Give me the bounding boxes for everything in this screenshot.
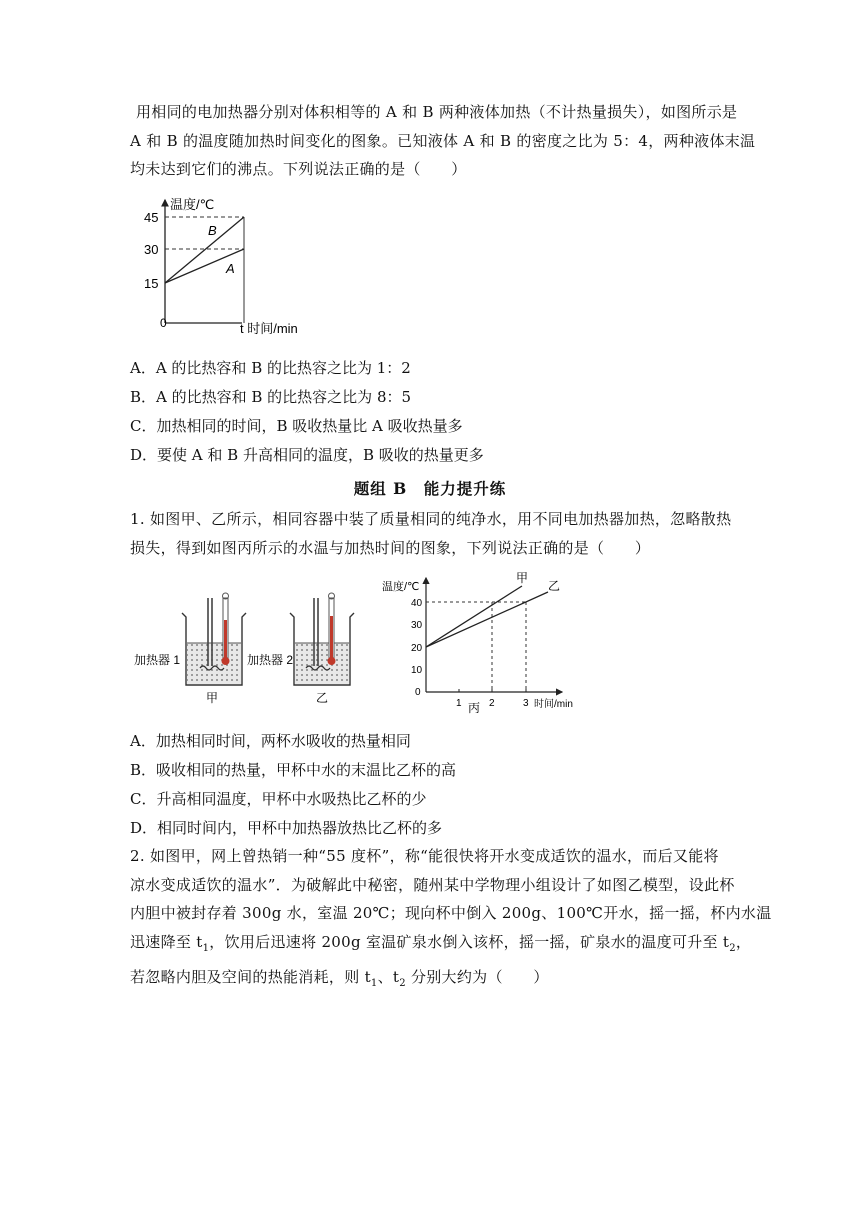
line-yi-label: 乙 [548, 579, 561, 593]
q2-line-4-c: ， [735, 932, 752, 951]
line-a-label: A [226, 261, 235, 276]
q2-line-5-t2-sub: 2 [399, 978, 406, 989]
intro-option-c: C．加热相同的时间，B 吸收热量比 A 吸收热量多 [130, 417, 463, 435]
q2-line-4-a: 迅速降至 t [130, 932, 203, 951]
bing-y-tick-10: 10 [411, 665, 423, 676]
question-1-text [130, 505, 735, 562]
q2-line-5-t1-sub: 1 [370, 978, 378, 989]
q1-option-a: A．加热相同时间，两杯水吸收的热量相同 [130, 732, 411, 750]
q1-line-2: 损失，得到如图丙所示的水温与加热时间的图象，下列说法正确的是（ ） [130, 538, 651, 557]
origin-label: 0 [160, 316, 167, 330]
bing-y-tick-0: 0 [415, 687, 421, 698]
beaker-jia [182, 593, 246, 685]
q2-line-3: 内胆中被封存着 300g 水，室温 20℃；现向杯中倒入 200g、100℃开水，摇一摇，杯内水温 [130, 904, 772, 922]
q2-line-1: 2. 如图甲，网上曾热销一种“55 度杯”，称“能很快将开水变成适饮的温水，而后又能将 [130, 847, 719, 865]
line-jia [426, 586, 522, 647]
q1-line-1: 1. 如图甲、乙所示，相同容器中装了质量相同的纯净水，用不同电加热器加热，忽略散热 [130, 510, 732, 528]
x-axis-label: t 时间/min [240, 321, 298, 336]
q2-line-5-c: 分别大约为（ ） [405, 968, 549, 986]
q2-line-5-b: 、t [377, 968, 400, 986]
y-tick-45: 45 [144, 210, 159, 225]
q2-line-4-b: ，饮用后迅速将 200g 室温矿泉水倒入该杯，摇一摇，矿泉水的温度可升至 t [209, 932, 730, 951]
cup-yi-caption: 乙 [316, 691, 329, 705]
bing-y-tick-30: 30 [411, 620, 423, 631]
beaker-yi [290, 593, 354, 685]
q2-t2-sub: 2 [729, 942, 736, 954]
y-axis-label: 温度/℃ [170, 197, 215, 212]
intro-option-a: A．A 的比热容和 B 的比热容之比为 1：2 [130, 359, 411, 377]
q1-option-b: B．吸收相同的热量，甲杯中水的末温比乙杯的高 [130, 761, 457, 779]
q2-line-5-a: 若忽略内胆及空间的热能消耗，则 t [130, 968, 371, 986]
cup-jia-caption: 甲 [206, 691, 219, 705]
graph-bing [426, 578, 562, 692]
intro-line-2: A 和 B 的温度随加热时间变化的图象。已知液体 A 和 B 的密度之比为 5：4，两种液体末温 [130, 131, 756, 150]
line-yi [426, 592, 548, 647]
question-2-text [130, 842, 772, 999]
q1-option-d: D．相同时间内，甲杯中加热器放热比乙杯的多 [130, 819, 443, 837]
bing-x-tick-3: 3 [523, 698, 529, 709]
q1-option-c: C．升高相同温度，甲杯中水吸热比乙杯的少 [130, 790, 427, 808]
y-tick-15: 15 [144, 276, 159, 291]
q2-line-5 [130, 963, 735, 999]
q2-line-2: 凉水变成适饮的温水”．为破解此中秘密，随州某中学物理小组设计了如图乙模型，设此杯 [130, 875, 735, 894]
intro-question-text [130, 98, 756, 184]
intro-option-d: D．要使 A 和 B 升高相同的温度，B 吸收的热量更多 [130, 446, 484, 464]
heater-experiment-figure [130, 568, 600, 718]
heater-1-label: 加热器 1 [134, 653, 181, 667]
intro-line-1: 用相同的电加热器分别对体积相等的 A 和 B 两种液体加热（不计热量损失），如图所示是 [136, 103, 738, 121]
bing-x-tick-1: 1 [456, 698, 462, 709]
line-b-label: B [208, 223, 217, 238]
bing-y-tick-40: 40 [411, 598, 423, 609]
intro-option-b: B．A 的比热容和 B 的比热容之比为 8：5 [130, 388, 412, 406]
graph-bing-caption: 丙 [468, 701, 481, 715]
q2-line-4 [130, 928, 752, 964]
y-tick-30: 30 [144, 242, 159, 257]
bing-y-tick-20: 20 [411, 643, 423, 654]
bing-y-axis-label: 温度/℃ [382, 581, 420, 593]
bing-x-tick-2: 2 [489, 698, 495, 709]
line-jia-label: 甲 [516, 571, 529, 585]
q2-t1-sub: 1 [202, 942, 210, 954]
heater-2-label: 加热器 2 [247, 653, 294, 667]
section-heading: 题组 B 能力提升练 [353, 479, 507, 498]
temperature-graph-ab [140, 195, 330, 345]
bing-x-axis-label: 时间/min [534, 699, 573, 710]
intro-line-3: 均未达到它们的沸点。下列说法正确的是（ ） [130, 160, 467, 178]
